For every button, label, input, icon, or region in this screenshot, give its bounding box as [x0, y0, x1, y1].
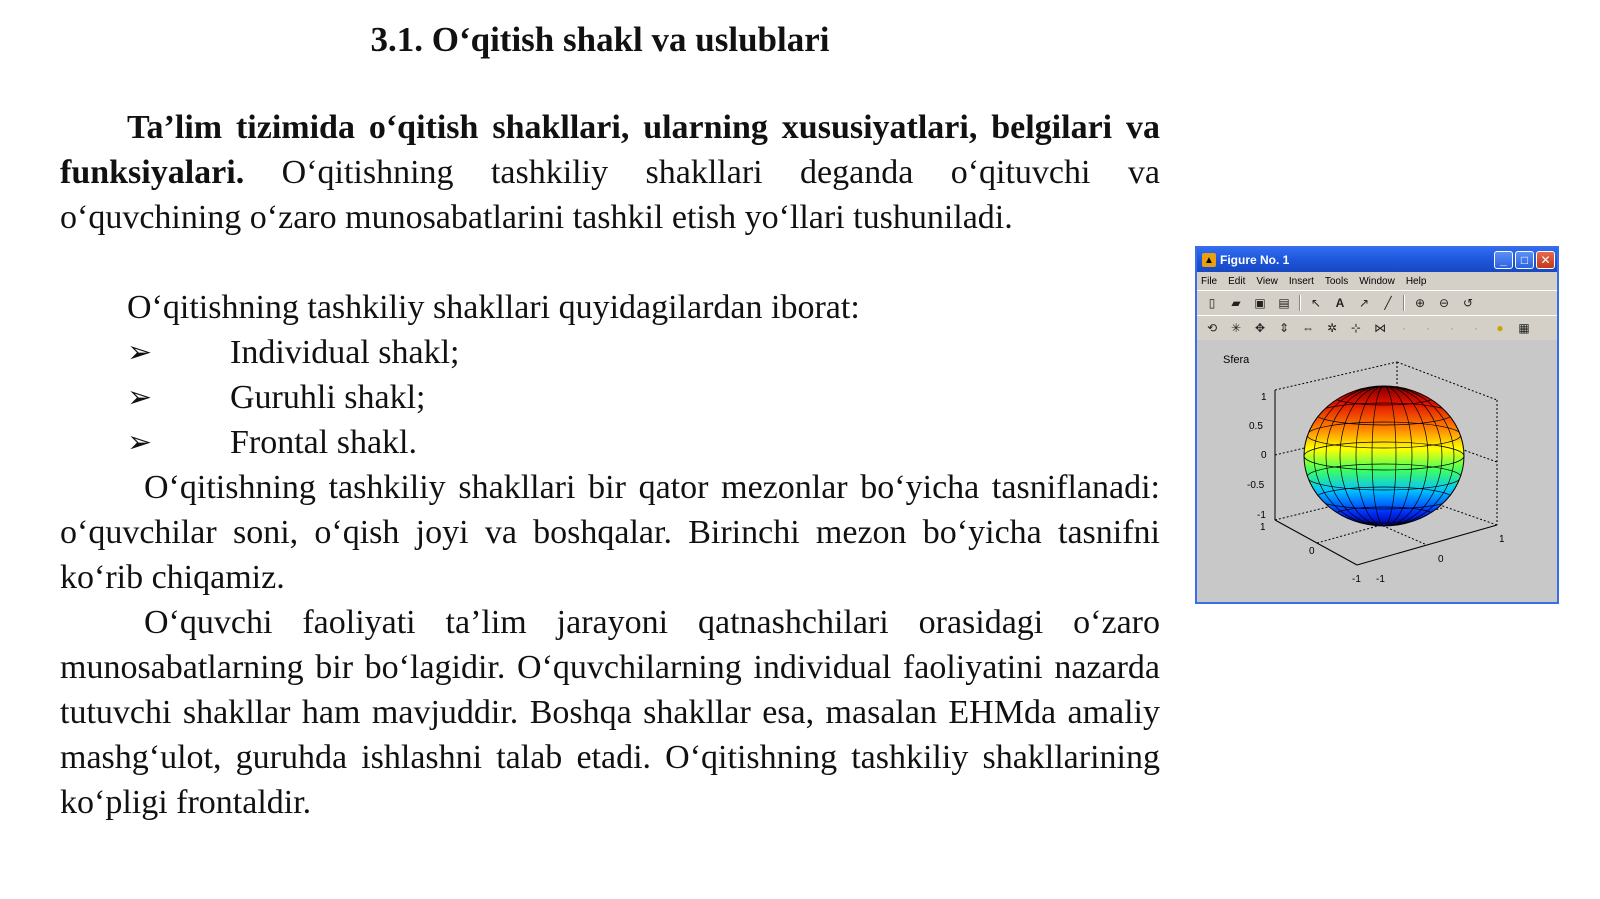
z-tick-label: 0: [1261, 450, 1267, 461]
open-folder-icon[interactable]: ▰: [1231, 296, 1241, 310]
light-bulb-icon[interactable]: ●: [1496, 321, 1504, 335]
zoom-camera-icon[interactable]: ✲: [1326, 321, 1338, 335]
walk-camera-icon[interactable]: ⋈: [1374, 321, 1386, 335]
arrow-bullet-icon: ➢: [127, 381, 153, 414]
z-tick-label: -0.5: [1247, 480, 1265, 491]
x-tick-label: 0: [1309, 546, 1315, 557]
disabled-tool-icon: ·: [1450, 321, 1454, 335]
orbit-camera-icon[interactable]: ⟲: [1206, 321, 1218, 335]
menu-file[interactable]: File: [1201, 275, 1218, 287]
menu-edit[interactable]: Edit: [1228, 275, 1246, 287]
insert-line-icon[interactable]: ╱: [1384, 296, 1392, 310]
bold-lead: Ta’lim tizimida o‘qitish shakllari, ularning xususiyatlari, belgilari va funksiyalari.: [60, 109, 1160, 191]
section-heading: [60, 20, 1160, 60]
arrow-bullet-icon: ➢: [127, 336, 153, 369]
disabled-tool-icon: ·: [1402, 321, 1406, 335]
disabled-tool-icon: ·: [1426, 321, 1430, 335]
y-tick-label: 1: [1499, 534, 1505, 545]
toolbar-separator: [1299, 295, 1301, 311]
intro-text: O‘qitishning tashkiliy shakllari deganda o‘qituvchi va o‘quvchining o‘zaro munosabatlarini tashkil etish yo‘llari tushuniladi.: [60, 154, 1160, 236]
x-tick-label: 1: [1260, 522, 1266, 533]
roll-camera-icon[interactable]: ⊹: [1350, 321, 1362, 335]
window-title: Figure No. 1: [1220, 253, 1290, 267]
menu-window[interactable]: Window: [1359, 275, 1395, 287]
menu-help[interactable]: Help: [1405, 275, 1427, 287]
paragraph-list-intro: O‘qitishning tashkiliy shakllari quyidagilardan iborat:: [127, 289, 860, 326]
new-file-icon[interactable]: ▯: [1208, 296, 1216, 310]
y-tick-label: 0: [1438, 554, 1444, 565]
arrow-bullet-icon: ➢: [127, 426, 153, 459]
plot-title: Sfera: [1223, 354, 1250, 366]
print-icon[interactable]: ▤: [1278, 296, 1290, 310]
select-arrow-icon[interactable]: ↖: [1310, 296, 1322, 310]
z-tick-label: -1: [1257, 510, 1266, 521]
orbit-light-icon[interactable]: ✳: [1230, 321, 1242, 335]
paragraph-activity: O‘quvchi faoliyati ta’lim jarayoni qatnashchilari orasidagi o‘zaro munosabatlarning bir bo‘lagidir. O‘quvchilarning individual faoliyatini nazarda tutuvchi shakllar ham mavjuddir. Boshqa shakllar esa, masalan EHMda amaliy mashg‘ulot, guruhda ishlashni talab etadi. O‘qitishning tashkiliy shakllarining ko‘pligi frontaldir.: [60, 604, 1160, 821]
paragraph-classification: O‘qitishning tashkiliy shakllari bir qator mezonlar bo‘yicha tasniflanadi: o‘quvchilar soni, o‘qish joyi va boshqalar. Birinchi mezon bo‘yicha tasnifni ko‘rib chiqamiz.: [60, 469, 1160, 596]
plot-area[interactable]: [1197, 340, 1557, 602]
disabled-tool-icon: ·: [1474, 321, 1478, 335]
zoom-in-icon[interactable]: ⊕: [1414, 296, 1426, 310]
y-tick-label: -1: [1376, 574, 1385, 585]
list-item-text: Frontal shakl.: [230, 424, 417, 461]
move-camera-icon[interactable]: ⇔: [1302, 321, 1314, 335]
z-tick-label: 0.5: [1249, 421, 1263, 432]
close-button[interactable]: ✕: [1536, 251, 1555, 269]
dolly-camera-icon[interactable]: ⇕: [1278, 321, 1290, 335]
matlab-figure-window: [1195, 246, 1559, 604]
menu-tools[interactable]: Tools: [1324, 275, 1349, 287]
list-item-text: Guruhli shakl;: [230, 379, 426, 416]
menu-view[interactable]: View: [1256, 275, 1278, 287]
sphere-plot: [1197, 340, 1557, 602]
sphere-surface: [1304, 386, 1464, 526]
stop-camera-icon[interactable]: ▦: [1518, 321, 1530, 335]
toolbar-camera: [1197, 315, 1557, 340]
maximize-button[interactable]: □: [1515, 251, 1534, 269]
menu-bar: [1197, 272, 1557, 290]
save-icon[interactable]: ▣: [1254, 296, 1266, 310]
section-heading-text: 3.1. O‘qitish shakl va uslublari: [370, 20, 830, 59]
window-titlebar[interactable]: [1197, 248, 1557, 272]
menu-insert[interactable]: Insert: [1288, 275, 1314, 287]
list-item-text: Individual shakl;: [230, 334, 460, 371]
minimize-button[interactable]: _: [1494, 251, 1513, 269]
matlab-logo-icon: ▲: [1202, 253, 1216, 267]
z-tick-label: 1: [1261, 392, 1267, 403]
insert-text-icon[interactable]: A: [1335, 296, 1345, 310]
pan-camera-icon[interactable]: ✥: [1254, 321, 1266, 335]
insert-arrow-icon[interactable]: ↗: [1358, 296, 1370, 310]
rotate-icon[interactable]: ↺: [1462, 296, 1474, 310]
zoom-out-icon[interactable]: ⊖: [1438, 296, 1450, 310]
x-tick-label: -1: [1352, 574, 1361, 585]
toolbar-separator: [1403, 295, 1405, 311]
toolbar-main: [1197, 290, 1557, 315]
paragraph-intro: [60, 105, 1160, 240]
